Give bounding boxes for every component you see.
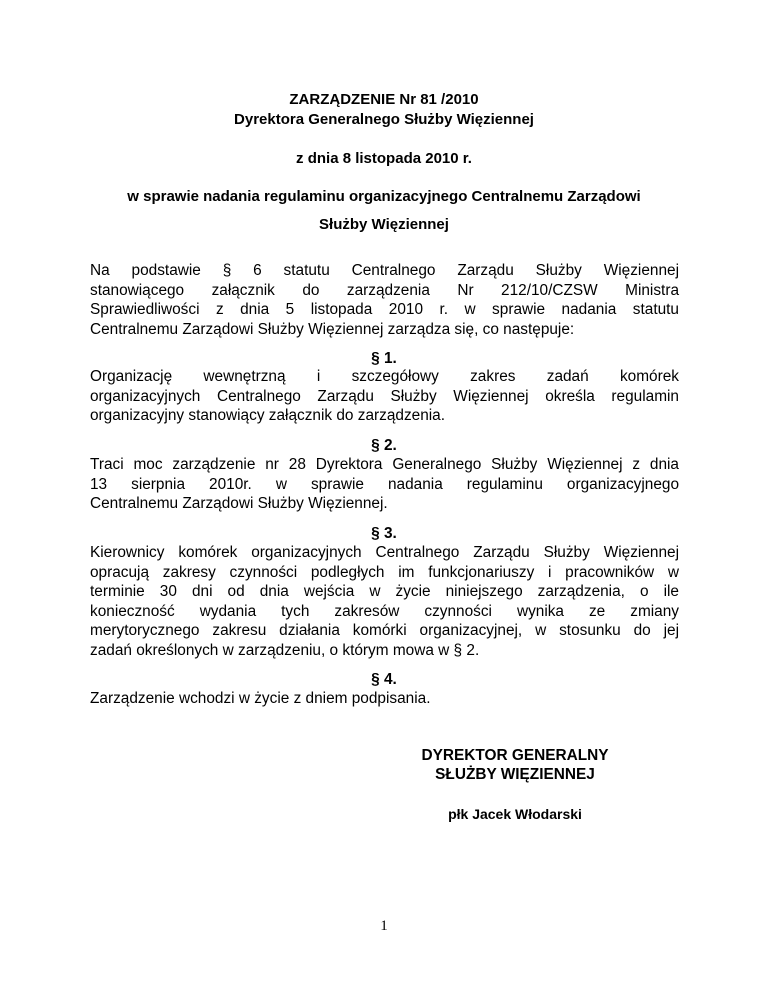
preamble-line: Na podstawie § 6 statutu Centralnego Zarządu Służby Więziennej <box>90 262 679 279</box>
section-line: Kierownicy komórek organizacyjnych Centralnego Zarządu Służby Więziennej <box>90 544 679 561</box>
section-1-text <box>90 367 679 426</box>
document-issuer: Dyrektora Generalnego Służby Więziennej <box>234 111 534 128</box>
section-2-text <box>90 455 679 514</box>
signature-title-line2: SŁUŻBY WIĘZIENNEJ <box>435 766 595 783</box>
section-line: 13 sierpnia 2010r. w sprawie nadania regulaminu organizacyjnego <box>90 475 679 493</box>
section-line: Centralnemu Zarządowi Służby Więziennej. <box>90 495 388 512</box>
section-line: organizacyjnych Centralnego Zarządu Służby Więziennej określa regulamin <box>90 387 679 405</box>
section-line: organizacyjny stanowiący załącznik do zarządzenia. <box>90 407 446 424</box>
section-4-mark: § 4. <box>371 671 397 688</box>
section-line: konieczność wydania tych zakresów czynności wynika ze zmiany <box>90 602 679 620</box>
section-line: Organizację wewnętrzną i szczegółowy zakres zadań komórek <box>90 368 679 385</box>
document-date: z dnia 8 listopada 2010 r. <box>296 150 472 167</box>
preamble-line: Centralnemu Zarządowi Służby Więziennej zarządza się, co następuje: <box>90 320 575 338</box>
preamble-paragraph <box>90 261 679 339</box>
section-3-mark: § 3. <box>371 525 397 542</box>
preamble-line: stanowiącego załącznik do zarządzenia Nr 212/10/CZSW Ministra <box>90 281 679 299</box>
section-line: merytorycznego zakresu działania komórki organizacyjnej, w stosunku do jej <box>90 622 679 639</box>
section-line: opracują zakresy czynności podległych im funkcjonariuszy i pracowników w <box>90 563 679 581</box>
section-1-mark: § 1. <box>371 350 397 367</box>
signature-name: płk Jacek Włodarski <box>448 806 582 822</box>
preamble-line: Sprawiedliwości z dnia 5 listopada 2010 r. w sprawie nadania statutu <box>90 301 679 318</box>
page-number: 1 <box>380 918 388 934</box>
document-subject-line1: w sprawie nadania regulaminu organizacyjnego Centralnemu Zarządowi <box>127 188 641 205</box>
section-3-text <box>90 543 679 660</box>
section-2-mark: § 2. <box>371 437 397 454</box>
section-4-text <box>90 689 679 709</box>
document-subject-line2: Służby Więziennej <box>319 216 449 233</box>
section-line: zadań określonych w zarządzeniu, o którym mowa w § 2. <box>90 641 480 659</box>
section-line: Zarządzenie wchodzi w życie z dniem podpisania. <box>90 690 431 707</box>
signature-title-line1: DYREKTOR GENERALNY <box>421 747 609 764</box>
section-line: Traci moc zarządzenie nr 28 Dyrektora Generalnego Służby Więziennej z dnia <box>90 456 679 473</box>
section-line: terminie 30 dni od dnia wejścia w życie niniejszego zarządzenia, o ile <box>90 583 679 600</box>
document-title: ZARZĄDZENIE Nr 81 /2010 <box>289 91 479 108</box>
